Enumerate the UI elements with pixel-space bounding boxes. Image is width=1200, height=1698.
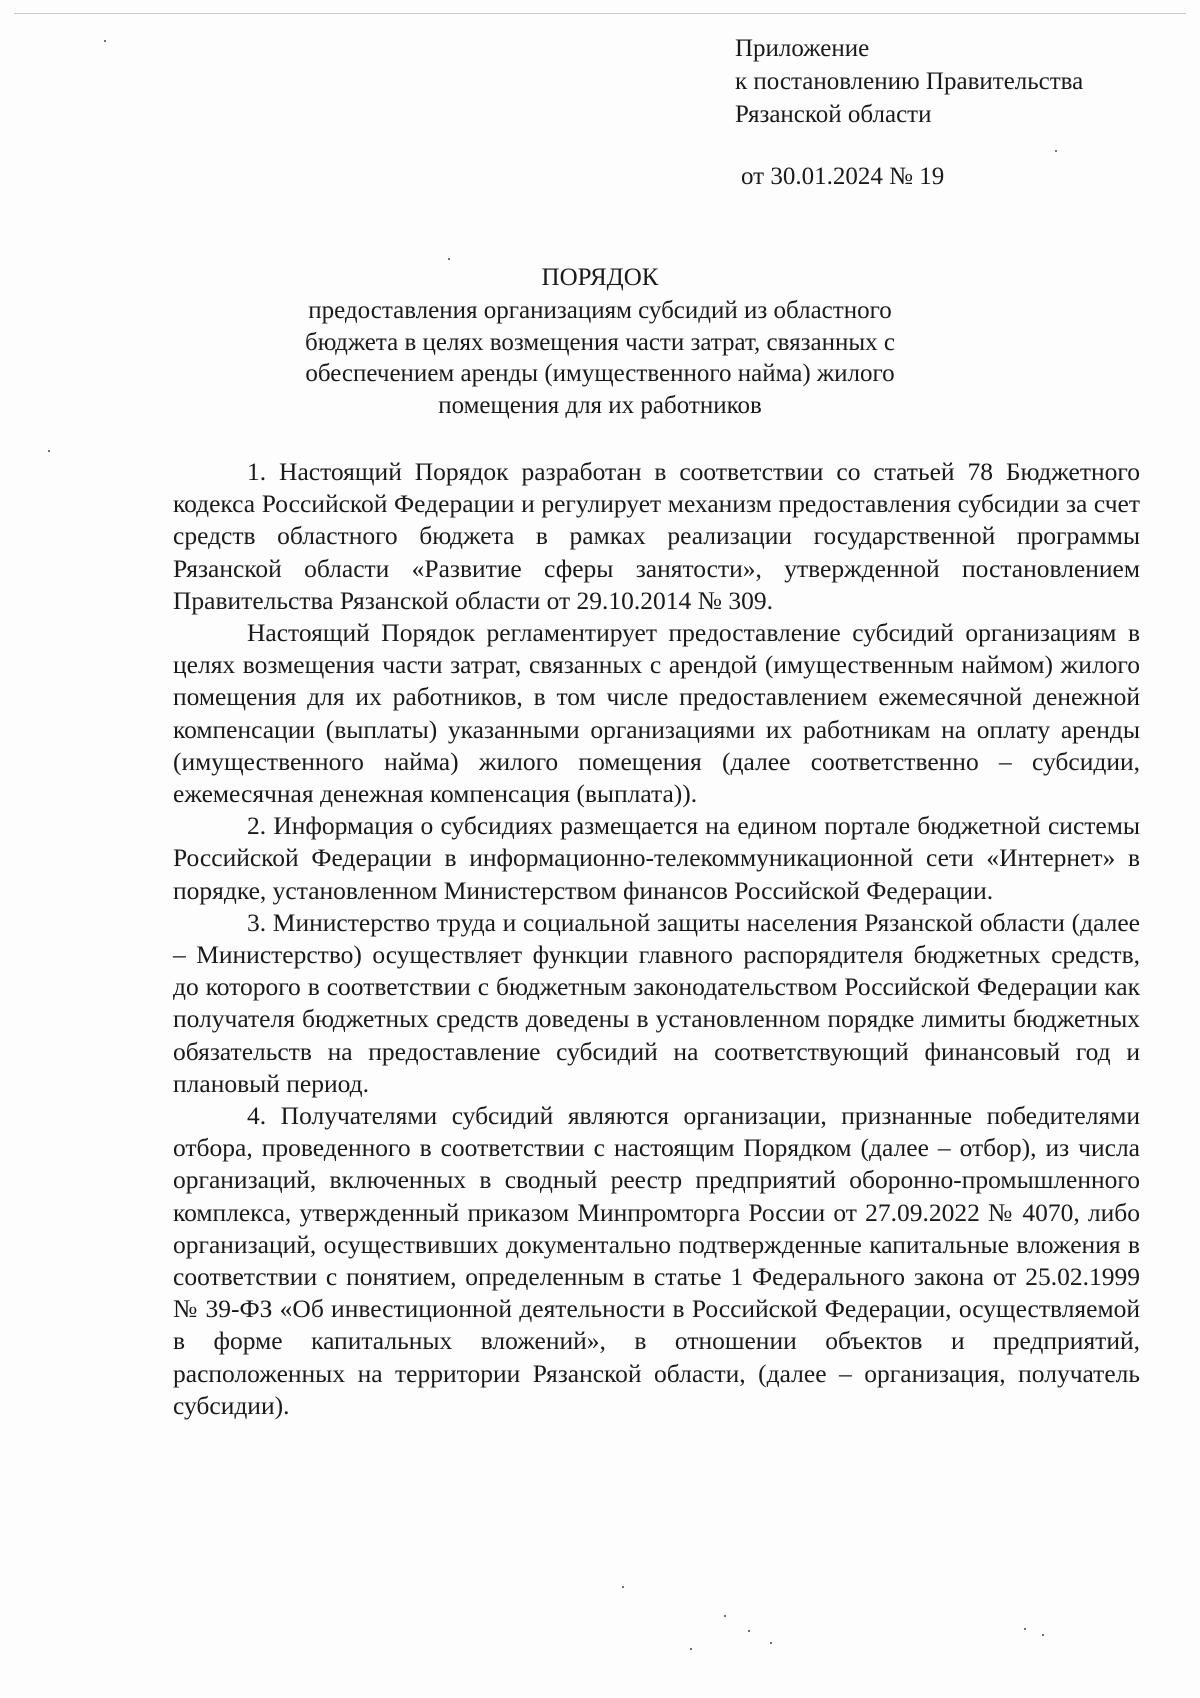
paragraph-1-continued: Настоящий Порядок регламентирует предоставление субсидий организациям в целях возмещения части затрат, связанных с арендой (имущественным наймом) жилого помещения для их работников, в том числе предоставлением ежемесячной денежной компенсации (выплаты) указанными организациями их работникам на оплату аренды (имущественного найма) жилого помещения (далее соответственно – субсидии, ежемесячная денежная компенсация (выплата)). [173,618,1140,809]
scan-speck [622,1586,624,1588]
annex-line: Рязанской области [735,101,932,128]
annex-block [735,32,1083,131]
scan-speck [104,40,106,42]
scan-speck [1055,150,1057,152]
scan-speck [770,1642,772,1644]
annex-line: к постановлению Правительства [735,68,1084,95]
paragraph-4: 4. Получателями субсидий являются организации, признанные победителями отбора, проведенного в соответствии с настоящим Порядком (далее – отбор), из числа организаций, включенных в сводный реестр предприятий оборонно-промышленного комплекса, утвержденный приказом Минпромторга России от 27.09.2022 № 4070, либо организаций, осуществивших документально подтвержденные капитальные вложения в соответствии с понятием, определенным в статье 1 Федерального закона от 25.02.1999 № 39-ФЗ «Об инвестиционной деятельности в Российской Федерации, осуществляемой в форме капитальных вложений», в отношении объектов и предприятий, расположенных на территории Рязанской области, (далее – организация, получатель субсидии). [173,1101,1140,1420]
subtitle-line: обеспечением аренды (имущественного найма) жилого [305,360,895,387]
document-subtitle [0,295,1200,421]
scan-top-edge [14,13,1186,14]
subtitle-line: помещения для их работников [438,391,762,419]
scan-speck [48,450,50,452]
scan-speck [748,1630,750,1632]
scan-speck [690,1648,692,1650]
paragraph-1: 1. Настоящий Порядок разработан в соответствии со статьей 78 Бюджетного кодекса Российской Федерации и регулирует механизм предоставления субсидии за счет средств областного бюджета в рамках реализации государственной программы Рязанской области «Развитие сферы занятости», утвержденной постановлением Правительства Рязанской области от 29.10.2014 № 309. [173,457,1140,615]
scan-speck [1042,1634,1044,1636]
paragraph-3: 3. Министерство труда и социальной защиты населения Рязанской области (далее – Министерство) осуществляет функции главного распорядителя бюджетных средств, до которого в соответствии с бюджетным законодательством Российской Федерации как получателя бюджетных средств доведены в установленном порядке лимиты бюджетных обязательств на предоставление субсидий на соответствующий финансовый год и плановый период. [173,907,1140,1098]
annex-line: Приложение [735,35,870,62]
subtitle-line: бюджета в целях возмещения части затрат, связанных с [305,328,895,356]
document-title: ПОРЯДОК [541,264,659,291]
scan-speck [724,1615,726,1617]
scan-speck [1024,1628,1026,1630]
document-body [173,456,1140,1422]
subtitle-line: предоставления организациям субсидий из областного [308,297,892,324]
paragraph-2: 2. Информация о субсидиях размещается на едином портале бюджетной системы Российской Федерации в информационно-телекоммуникационной сети «Интернет» в порядке, установленном Министерством финансов Российской Федерации. [173,811,1140,905]
scan-speck [448,258,450,260]
resolution-date: от 30.01.2024 № 19 [741,163,945,190]
